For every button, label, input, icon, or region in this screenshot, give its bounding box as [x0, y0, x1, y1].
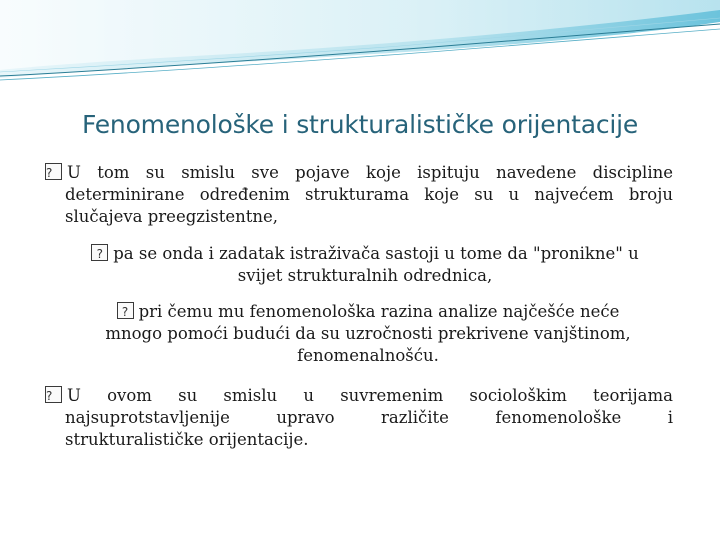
paragraph-line: ?pa se onda i zadatak istraživača sastoji u tome da "pronikne" u — [60, 243, 670, 265]
paragraph-line: najsuprotstavljenije upravo različite fenomenološke i — [65, 408, 673, 427]
paragraph-line: svijet strukturalnih odrednica, — [237, 266, 493, 285]
paragraph-line: determinirane određenim strukturama koje su u najvećem broju — [65, 185, 673, 204]
paragraph-2 — [60, 243, 670, 287]
paragraph-line: mnogo pomoći budući da su uzročnosti prekrivene vanjštinom, — [105, 324, 631, 343]
paragraph-line: ?U ovom su smislu u suvremenim sociološkim teorijama — [45, 385, 673, 407]
paragraph-line: ?pri čemu mu fenomenološka razina analize najčešće neće — [60, 301, 676, 323]
unknown-glyph-box-icon — [117, 302, 134, 319]
paragraph-line: strukturalističke orijentacije. — [65, 430, 309, 449]
slide-title: Fenomenološke i strukturalističke orijentacije — [81, 110, 639, 139]
paragraph-3 — [60, 301, 676, 367]
unknown-glyph-box-icon — [45, 386, 62, 403]
paragraph-line: ?U tom su smislu sve pojave koje ispituju navedene discipline — [45, 162, 673, 184]
paragraph-line: fenomenalnošću. — [297, 346, 439, 365]
unknown-glyph-box-icon — [91, 244, 108, 261]
paragraph-1 — [45, 162, 673, 228]
unknown-glyph-box-icon — [45, 163, 62, 180]
paragraph-4 — [45, 385, 673, 451]
paragraph-line: slučajeva preegzistentne, — [65, 207, 279, 226]
